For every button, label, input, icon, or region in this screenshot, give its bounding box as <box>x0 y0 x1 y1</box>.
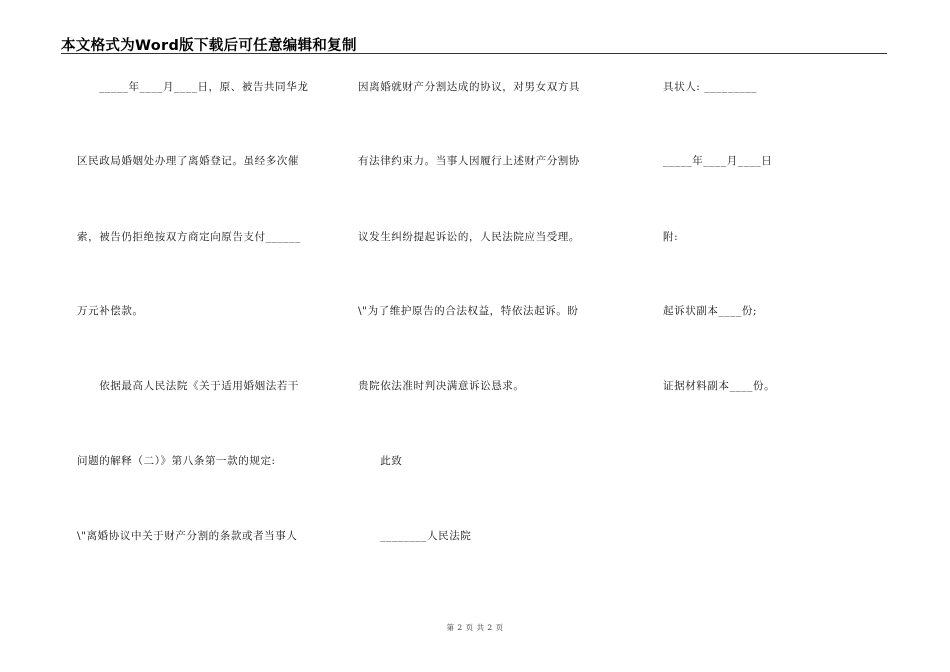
closing-salutation: 此致 <box>358 455 403 467</box>
attachments-heading: 附: <box>663 231 679 243</box>
plaintiff-signature-line: 具状人: _________ <box>663 81 758 93</box>
date-line: _____年____月____日 <box>663 155 773 167</box>
paragraph-line: 依据最高人民法院《关于适用婚姻法若干 <box>77 380 299 392</box>
paragraph-line: 问题的解释（二）》第八条第一款的规定: <box>77 455 276 467</box>
paragraph-line: 议发生纠纷提起诉讼的，人民法院应当受理。 <box>358 231 580 243</box>
paragraph-line: _____年____月____日，原、被告共同华龙 <box>77 81 309 93</box>
paragraph-line: 贵院依法准时判决满意诉讼恳求。 <box>358 380 525 392</box>
paragraph-line: \"为了维护原告的合法权益，特依法起诉。盼 <box>358 305 579 317</box>
attachment-item: 起诉状副本____份; <box>663 305 758 317</box>
attachment-item: 证据材料副本____份。 <box>663 380 776 392</box>
paragraph-line: 索，被告仍拒绝按双方商定向原告支付______ <box>77 231 301 243</box>
paragraph-line: 区民政局婚姻处办理了离婚登记。虽经多次催 <box>77 155 299 167</box>
court-addressee: ________人民法院 <box>358 530 472 542</box>
header-divider <box>61 53 887 54</box>
page-number-footer: 第 2 页 共 2 页 <box>446 623 504 632</box>
paragraph-line: \"离婚协议中关于财产分割的条款或者当事人 <box>77 530 298 542</box>
paragraph-line: 有法律约束力。当事人因履行上述财产分割协 <box>358 155 580 167</box>
paragraph-line: 因离婚就财产分割达成的协议，对男女双方具 <box>358 81 580 93</box>
document-header-title: 本文格式为Word版下载后可任意编辑和复制 <box>61 38 357 54</box>
paragraph-line: 万元补偿款。 <box>77 305 144 317</box>
